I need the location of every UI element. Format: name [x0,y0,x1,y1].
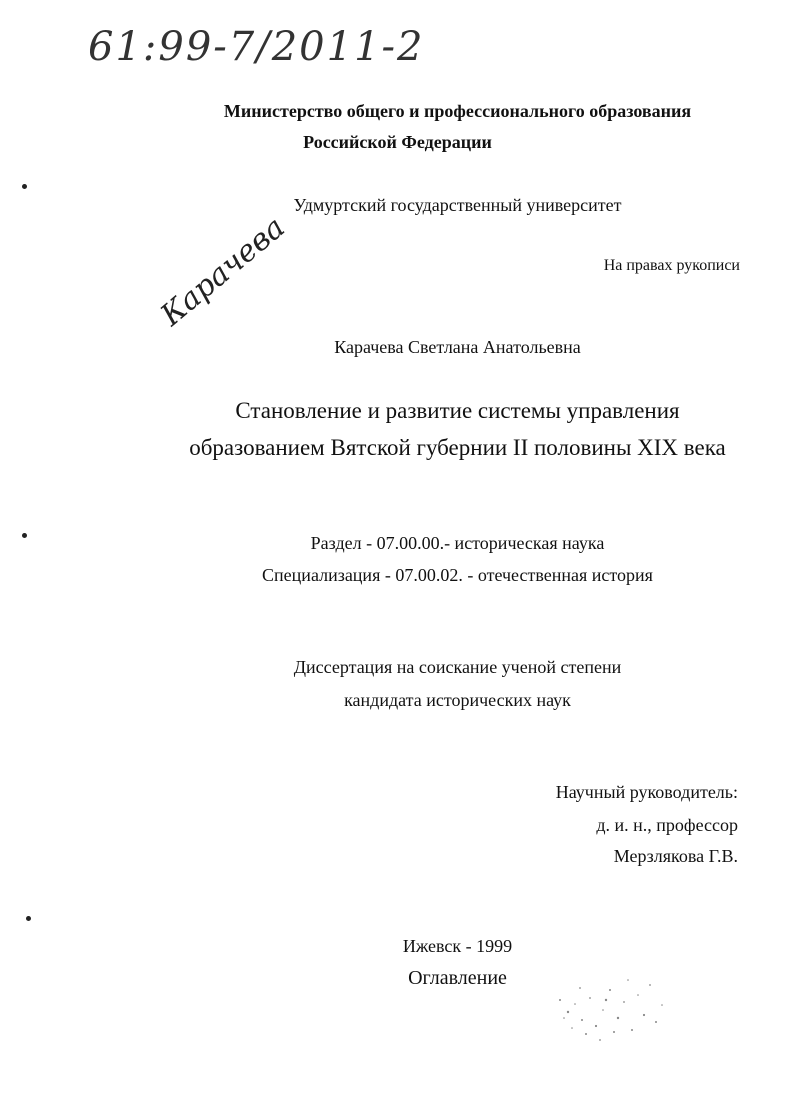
supervisor-label: Научный руководитель: [555,782,738,802]
contents-heading: Оглавление [408,967,507,989]
archive-code-handwriting [88,10,428,80]
handwritten-signature [148,209,292,334]
archive-code: 61:99-7/2011-2 [88,24,425,70]
degree-line-1: Диссертация на соискание ученой степени [293,657,622,677]
binding-dot [26,916,31,921]
supervisor-name: Мерзлякова Г.В. [613,846,738,866]
ministry-line-1: Министерство общего и профессионального образования [223,101,692,121]
scan-noise [540,960,680,1050]
place-year: Ижевск - 1999 [402,936,513,956]
signature-text: Карачева [154,209,292,334]
binding-dot [22,184,27,189]
title-line-2: образованием Вятской губернии II половины XIX века [189,435,726,460]
specialization-code: Специализация - 07.00.02. - отечественная история [262,565,653,585]
ministry-line-2: Российской Федерации [303,132,492,152]
section-code: Раздел - 07.00.00.- историческая наука [310,533,605,553]
author-name: Карачева Светлана Анатольевна [334,337,581,357]
university-name: Удмуртский государственный университет [293,195,622,215]
degree-line-2: кандидата исторических наук [344,690,571,710]
title-line-1: Становление и развитие системы управления [235,398,680,423]
supervisor-rank: д. и. н., профессор [596,815,738,835]
manuscript-rights: На правах рукописи [603,257,740,274]
